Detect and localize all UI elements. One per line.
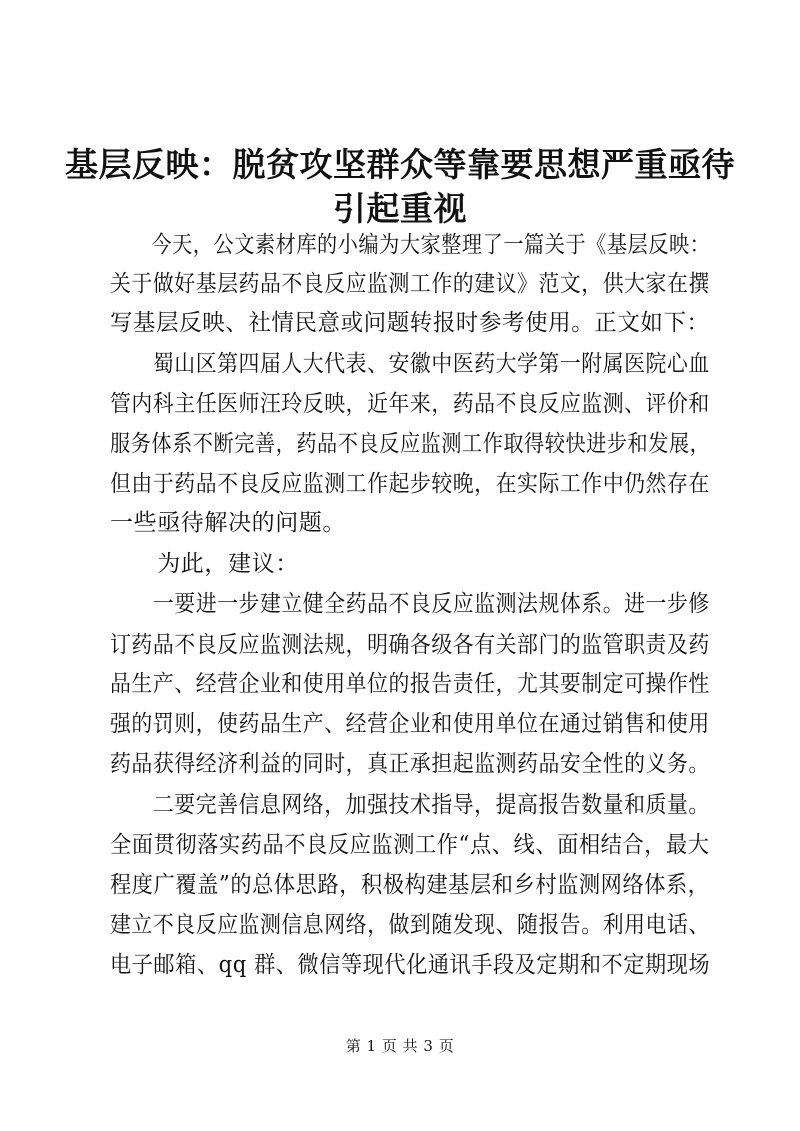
body-line: 今天，公文素材库的小编为大家整理了一篇关于《基层反映： [110, 232, 711, 258]
body-line: 订药品不良反应监测法规，明确各级各有关部门的监管职责及药 [110, 632, 710, 658]
body-line: 全面贯彻落实药品不良反应监测工作“点、线、面相结合，最大 [110, 832, 710, 858]
body-line: 二要完善信息网络，加强技术指导，提高报告数量和质量。 [110, 792, 710, 818]
body-line: 程度广覆盖”的总体思路，积极构建基层和乡村监测网络体系， [110, 872, 710, 898]
body-line: 一要进一步建立健全药品不良反应监测法规体系。进一步修 [110, 591, 710, 617]
body-line: 一些亟待解决的问题。 [110, 510, 346, 536]
body-line: 服务体系不断完善，药品不良反应监测工作取得较快进步和发展， [110, 431, 711, 457]
body-line: 电子邮箱、qq 群、微信等现代化通讯手段及定期和不定期现场 [110, 952, 711, 978]
body-line: 写基层反映、社情民意或问题转报时参考使用。正文如下： [110, 310, 710, 336]
body-line: 为此，建议： [110, 551, 299, 577]
body-line: 管内科主任医师汪玲反映，近年来，药品不良反应监测、评价和 [110, 391, 710, 417]
body-line: 关于做好基层药品不良反应监测工作的建议》范文，供大家在撰 [110, 271, 710, 297]
body-line: 药品获得经济利益的同时，真正承担起监测药品安全性的义务。 [110, 751, 710, 777]
document-title-line-2: 引起重视 [333, 189, 467, 228]
page-number-footer: 第 1 页 共 3 页 [345, 1037, 455, 1055]
body-line: 品生产、经营企业和使用单位的报告责任，尤其要制定可操作性 [110, 671, 710, 697]
body-line: 建立不良反应监测信息网络，做到随发现、随报告。利用电话、 [110, 912, 710, 938]
body-line: 但由于药品不良反应监测工作起步较晚，在实际工作中仍然存在 [110, 471, 710, 497]
body-line: 蜀山区第四届人大代表、安徽中医药大学第一附属医院心血 [110, 351, 710, 377]
body-line: 强的罚则，使药品生产、经营企业和使用单位在通过销售和使用 [110, 711, 710, 737]
document-title-line-1: 基层反映：脱贫攻坚群众等靠要思想严重亟待 [65, 145, 735, 184]
